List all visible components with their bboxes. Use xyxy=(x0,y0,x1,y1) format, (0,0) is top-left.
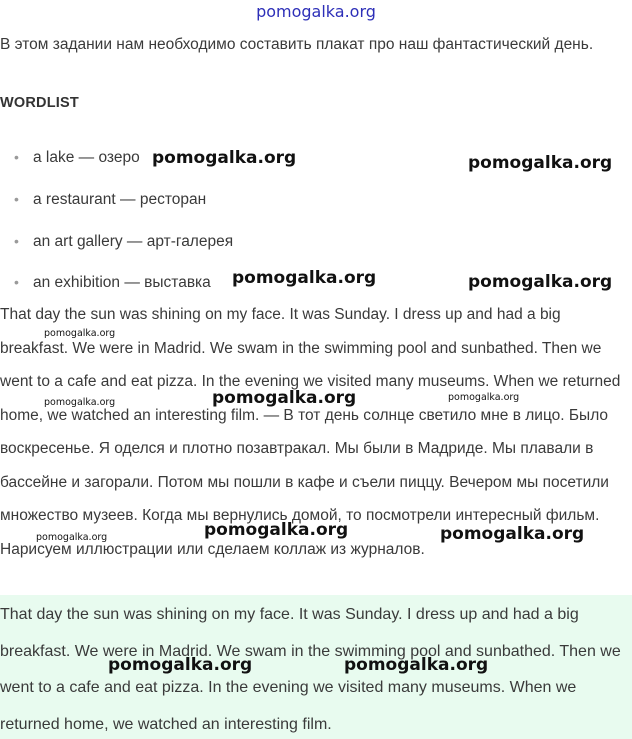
answer-box xyxy=(0,595,632,739)
watermark: pomogalka.org xyxy=(468,272,613,292)
watermark: pomogalka.org xyxy=(440,524,585,544)
wordlist-item xyxy=(14,272,211,293)
watermark: pomogalka.org xyxy=(232,268,377,288)
watermark: pomogalka.org xyxy=(344,655,489,675)
bullet-icon: • xyxy=(14,233,19,249)
watermark: pomogalka.org xyxy=(204,520,349,540)
bullet-icon: • xyxy=(14,149,19,165)
wordlist-item-text: a lake — озеро xyxy=(33,149,140,166)
watermark: pomogalka.org xyxy=(36,532,108,543)
bullet-icon: • xyxy=(14,191,19,207)
wordlist-item xyxy=(14,231,233,252)
watermark: pomogalka.org xyxy=(212,388,357,408)
watermark: pomogalka.org xyxy=(44,397,116,408)
answer-text: That day the sun was shining on my face. It was Sunday. I dress up and had a big breakfast. We were in Madrid. We swam in the swimming pool and sunbathed. Then we went to a cafe and eat pizza. In the evening we visited many museums. When we returned home, we watched an interesting film. xyxy=(0,606,621,733)
wordlist-item xyxy=(14,147,140,168)
watermark: pomogalka.org xyxy=(44,328,116,339)
watermark: pomogalka.org xyxy=(152,148,297,168)
bullet-icon: • xyxy=(14,274,19,290)
watermark: pomogalka.org xyxy=(468,153,613,173)
wordlist-title: WORDLIST xyxy=(0,95,79,111)
site-header-link[interactable]: pomogalka.org xyxy=(256,2,376,21)
story-text: That day the sun was shining on my face. It was Sunday. I dress up and had a big breakfast. We were in Madrid. We swam in the swimming pool and sunbathed. Then we went to a cafe and eat pizza. In the evening we visited many museums. When we returned home, we watched an interesting film. — В тот день солнце светило мне в лицо. Было воскресенье. Я оделся и плотно позавтракал. Мы были в Мадриде. Мы плавали в бассейне и загорали. Потом мы пошли в кафе и съели пиццу. Вечером мы посетили множество музеев. Когда мы вернулись домой, то посмотрели интересный фильм. xyxy=(0,306,621,524)
wordlist-item-text: a restaurant — ресторан xyxy=(33,191,207,208)
watermark: pomogalka.org xyxy=(448,392,520,403)
instruction-text: Нарисуем иллюстрации или сделаем коллаж из журналов. xyxy=(0,540,425,558)
wordlist-item xyxy=(14,189,206,210)
intro-text: В этом задании нам необходимо составить плакат про наш фантастический день. xyxy=(0,36,594,53)
wordlist-item-text: an exhibition — выставка xyxy=(33,274,211,291)
watermark: pomogalka.org xyxy=(108,655,253,675)
wordlist-item-text: an art gallery — арт-галерея xyxy=(33,233,234,250)
